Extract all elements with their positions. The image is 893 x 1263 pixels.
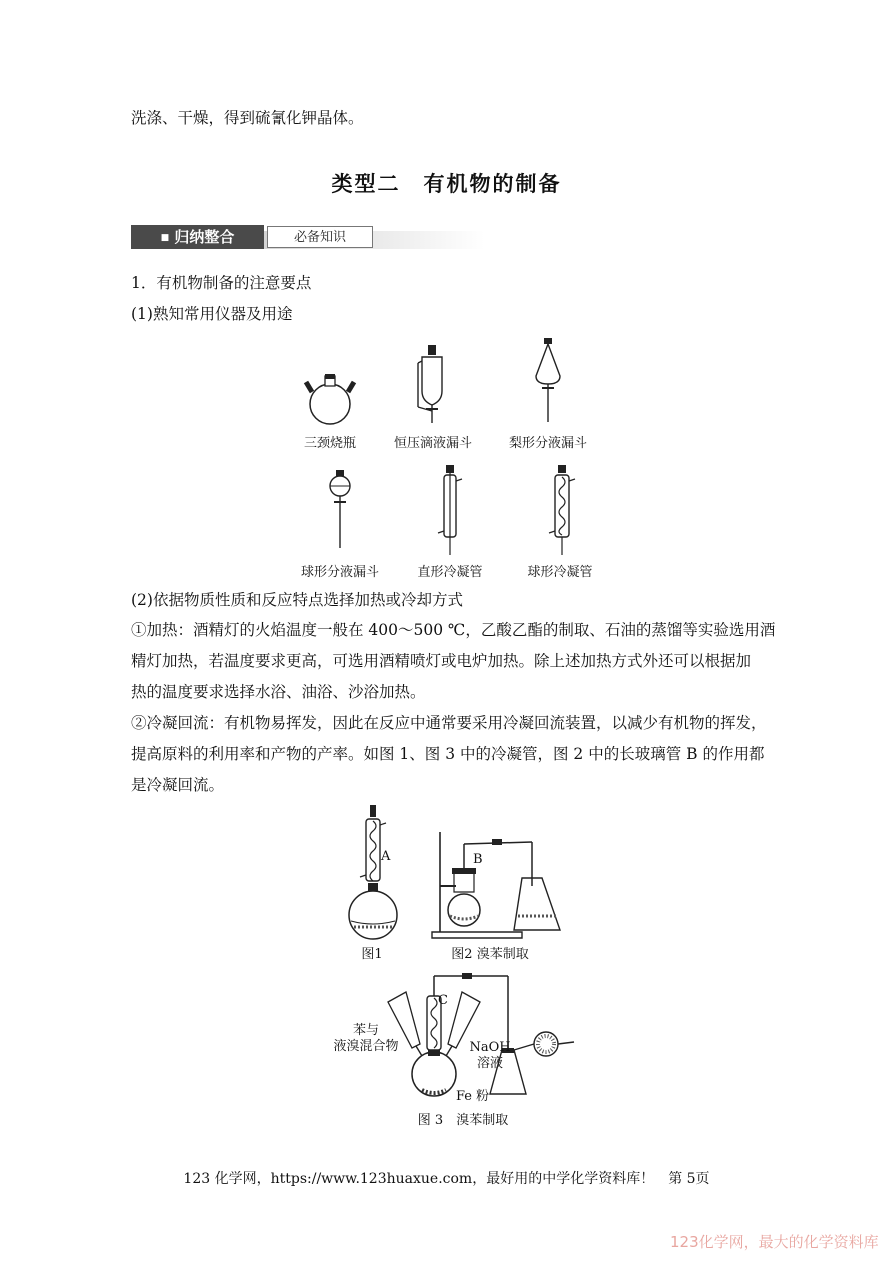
pressure-funnel-icon — [408, 345, 458, 425]
point-1-heading: 1．有机物制备的注意要点 — [131, 274, 312, 292]
sub-heading-1: (1)熟知常用仪器及用途 — [131, 305, 293, 323]
caption-bulb-condenser: 球形冷凝管 — [527, 565, 593, 580]
figure-2-bromobenzene-apparatus — [430, 828, 590, 940]
fig3-left-label — [331, 1023, 401, 1055]
fig3-left-label-line-2: 液溴混合物 — [333, 1039, 399, 1054]
three-neck-flask-icon — [295, 370, 365, 425]
bulb-condenser-icon — [548, 465, 576, 557]
caption-three-neck-flask: 三颈烧瓶 — [303, 436, 356, 451]
sub-heading-2: (2)依据物质性质和反应特点选择加热或冷却方式 — [131, 591, 463, 609]
caption-pear-funnel: 梨形分液漏斗 — [508, 436, 587, 451]
fig3-caption: 图 3 溴苯制取 — [417, 1113, 509, 1128]
banner-main-label: 归纳整合 — [174, 228, 235, 246]
page-footer: 123 化学网，https://www.123huaxue.com，最好用的中学化学资料库！ 第 5页 — [183, 1171, 710, 1187]
fig1-label-a: A — [381, 849, 391, 864]
para-heat-line-2: 精灯加热，若温度要求更高，可选用酒精喷灯或电炉加热。除上述加热方式外还可以根据加 — [131, 652, 752, 670]
para-reflux-line-1: ②冷凝回流：有机物易挥发，因此在反应中通常要采用冷凝回流装置，以减少有机物的挥发， — [131, 714, 767, 732]
fig1-caption: 图1 — [361, 947, 383, 962]
fig2-label-b: B — [473, 852, 483, 867]
square-bullet-icon: ■ — [160, 233, 170, 243]
caption-pressure-funnel: 恒压滴液漏斗 — [393, 436, 472, 451]
section-title: 类型二 有机物的制备 — [331, 172, 562, 196]
fig3-label-c: C — [438, 993, 448, 1008]
ball-funnel-icon — [322, 470, 358, 550]
section-banner — [131, 225, 485, 251]
para-reflux-line-2: 提高原料的利用率和产物的产率。如图 1、图 3 中的冷凝管，图 2 中的长玻璃管 B 的作用都 — [131, 745, 765, 763]
para-heat-line-1: ①加热：酒精灯的火焰温度一般在 400～500 ℃，乙酸乙酯的制取、石油的蒸馏等实验选用酒 — [131, 621, 776, 639]
caption-ball-funnel: 球形分液漏斗 — [300, 565, 379, 580]
pear-funnel-icon — [530, 338, 566, 423]
banner-sub: 必备知识 — [267, 226, 373, 248]
para-reflux-line-3: 是冷凝回流。 — [131, 776, 225, 794]
straight-condenser-icon — [436, 465, 464, 557]
fig3-fe-label: Fe 粉 — [456, 1089, 490, 1104]
watermark: 123化学网，最大的化学资料库 — [670, 1233, 879, 1251]
fig3-left-label-line-1: 苯与 — [352, 1023, 379, 1038]
fig3-right-label-line-2: 溶液 — [476, 1056, 503, 1071]
fig3-right-label — [465, 1040, 515, 1072]
intro-line: 洗涤、干燥，得到硫氰化钾晶体。 — [131, 109, 364, 127]
fig3-right-label-line-1: NaOH — [469, 1040, 511, 1055]
para-heat-line-3: 热的温度要求选择水浴、油浴、沙浴加热。 — [131, 683, 426, 701]
fig2-caption: 图2 溴苯制取 — [451, 947, 529, 962]
figure-3-bromobenzene-apparatus — [376, 970, 576, 1100]
figure-1-reflux-apparatus — [340, 805, 410, 940]
caption-straight-condenser: 直形冷凝管 — [417, 565, 483, 580]
banner-main — [131, 225, 264, 249]
